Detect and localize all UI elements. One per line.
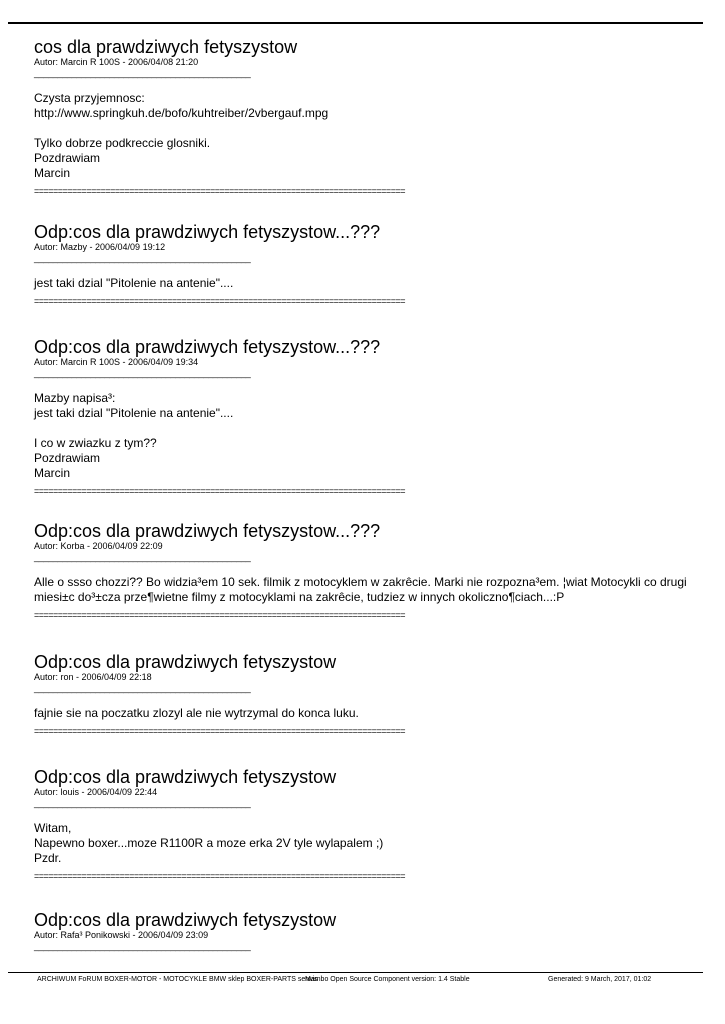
post xyxy=(34,768,694,882)
post-body xyxy=(34,91,694,181)
post-title: Odp:cos dla prawdziwych fetyszystow...??? xyxy=(34,521,381,541)
post xyxy=(34,223,694,307)
title-underline: ______________________________________________ xyxy=(34,68,251,78)
post-separator: ============================================================================== xyxy=(34,726,405,736)
post-separator: ============================================================================== xyxy=(34,871,405,881)
post-title: Odp:cos dla prawdziwych fetyszystow xyxy=(34,767,337,787)
post-meta: Autor: Korba - 2006/04/09 22:09 xyxy=(34,541,163,551)
post-meta: Autor: Rafa³ Ponikowski - 2006/04/09 23:09 xyxy=(34,930,209,940)
post-meta: Autor: louis - 2006/04/09 22:44 xyxy=(34,787,158,797)
post-meta: Autor: Marcin R 100S - 2006/04/08 21:20 xyxy=(34,57,199,67)
footer-rule xyxy=(8,972,703,973)
title-underline: ______________________________________________ xyxy=(34,552,251,562)
post-line: Czysta przyjemnosc: xyxy=(34,91,145,105)
post-line: Pozdrawiam xyxy=(34,451,101,465)
post-line: Pzdr. xyxy=(34,851,62,865)
title-underline: ______________________________________________ xyxy=(34,798,251,808)
post-line: Tylko dobrze podkreccie glosniki. xyxy=(34,136,211,150)
post-title: Odp:cos dla prawdziwych fetyszystow xyxy=(34,652,337,672)
footer-component-version: Mambo Open Source Component version: 1.4 Stable xyxy=(305,976,470,983)
post-line: jest taki dzial "Pitolenie na antenie".... xyxy=(34,406,234,420)
post xyxy=(34,911,694,952)
post-line: Alle o ssso chozzi?? Bo widzia³em 10 sek. filmik z motocyklem w zakrêcie. Marki nie rozpozna³em. ¦wiat Motocykli co drugi miesi±c do³±cza prze¶wietne filmy z motocyklami na zakrêcie, tudziez w innych okoliczno¶ciach...:P xyxy=(34,575,687,604)
post-separator: ============================================================================== xyxy=(34,186,405,196)
post-body xyxy=(34,391,694,481)
post-body xyxy=(34,706,694,721)
post-title: Odp:cos dla prawdziwych fetyszystow...??? xyxy=(34,337,381,357)
post-body xyxy=(34,276,694,291)
post-meta: Autor: Mazby - 2006/04/09 19:12 xyxy=(34,242,166,252)
title-underline: ______________________________________________ xyxy=(34,941,251,951)
post-line: fajnie sie na poczatku zlozyl ale nie wytrzymal do konca luku. xyxy=(34,706,359,720)
post xyxy=(34,38,694,197)
post-title: cos dla prawdziwych fetyszystow xyxy=(34,37,298,57)
post-line: Pozdrawiam xyxy=(34,151,101,165)
title-underline: ______________________________________________ xyxy=(34,253,251,263)
post xyxy=(34,653,694,737)
title-underline: ______________________________________________ xyxy=(34,368,251,378)
post-body xyxy=(34,821,694,866)
post-line: Marcin xyxy=(34,166,71,180)
post-separator: ============================================================================== xyxy=(34,296,405,306)
title-underline: ______________________________________________ xyxy=(34,683,251,693)
post-meta: Autor: Marcin R 100S - 2006/04/09 19:34 xyxy=(34,357,199,367)
post-line: Mazby napisa³: xyxy=(34,391,116,405)
post-line: Witam, xyxy=(34,821,72,835)
post-link[interactable]: http://www.springkuh.de/bofo/kuhtreiber/2vbergauf.mpg xyxy=(34,106,329,120)
post-line xyxy=(34,421,694,436)
post-line: Napewno boxer...moze R1100R a moze erka 2V tyle wylapalem ;) xyxy=(34,836,384,850)
footer-generated-date: Generated: 9 March, 2017, 01:02 xyxy=(548,976,652,983)
post-title: Odp:cos dla prawdziwych fetyszystow xyxy=(34,910,337,930)
post-body xyxy=(34,575,694,605)
post-line: Marcin xyxy=(34,466,71,480)
footer-site-name: ARCHIWUM FoRUM BOXER-MOTOR - MOTOCYKLE BMW sklep BOXER-PARTS serwis xyxy=(37,976,318,983)
post-line: jest taki dzial "Pitolenie na antenie".... xyxy=(34,276,234,290)
top-rule xyxy=(8,22,703,24)
post-line xyxy=(34,121,694,136)
post-line: I co w zwiazku z tym?? xyxy=(34,436,157,450)
post-separator: ============================================================================== xyxy=(34,610,405,620)
post-separator: ============================================================================== xyxy=(34,486,405,496)
post xyxy=(34,522,694,621)
post xyxy=(34,338,694,497)
post-meta: Autor: ron - 2006/04/09 22:18 xyxy=(34,672,152,682)
post-title: Odp:cos dla prawdziwych fetyszystow...??? xyxy=(34,222,381,242)
